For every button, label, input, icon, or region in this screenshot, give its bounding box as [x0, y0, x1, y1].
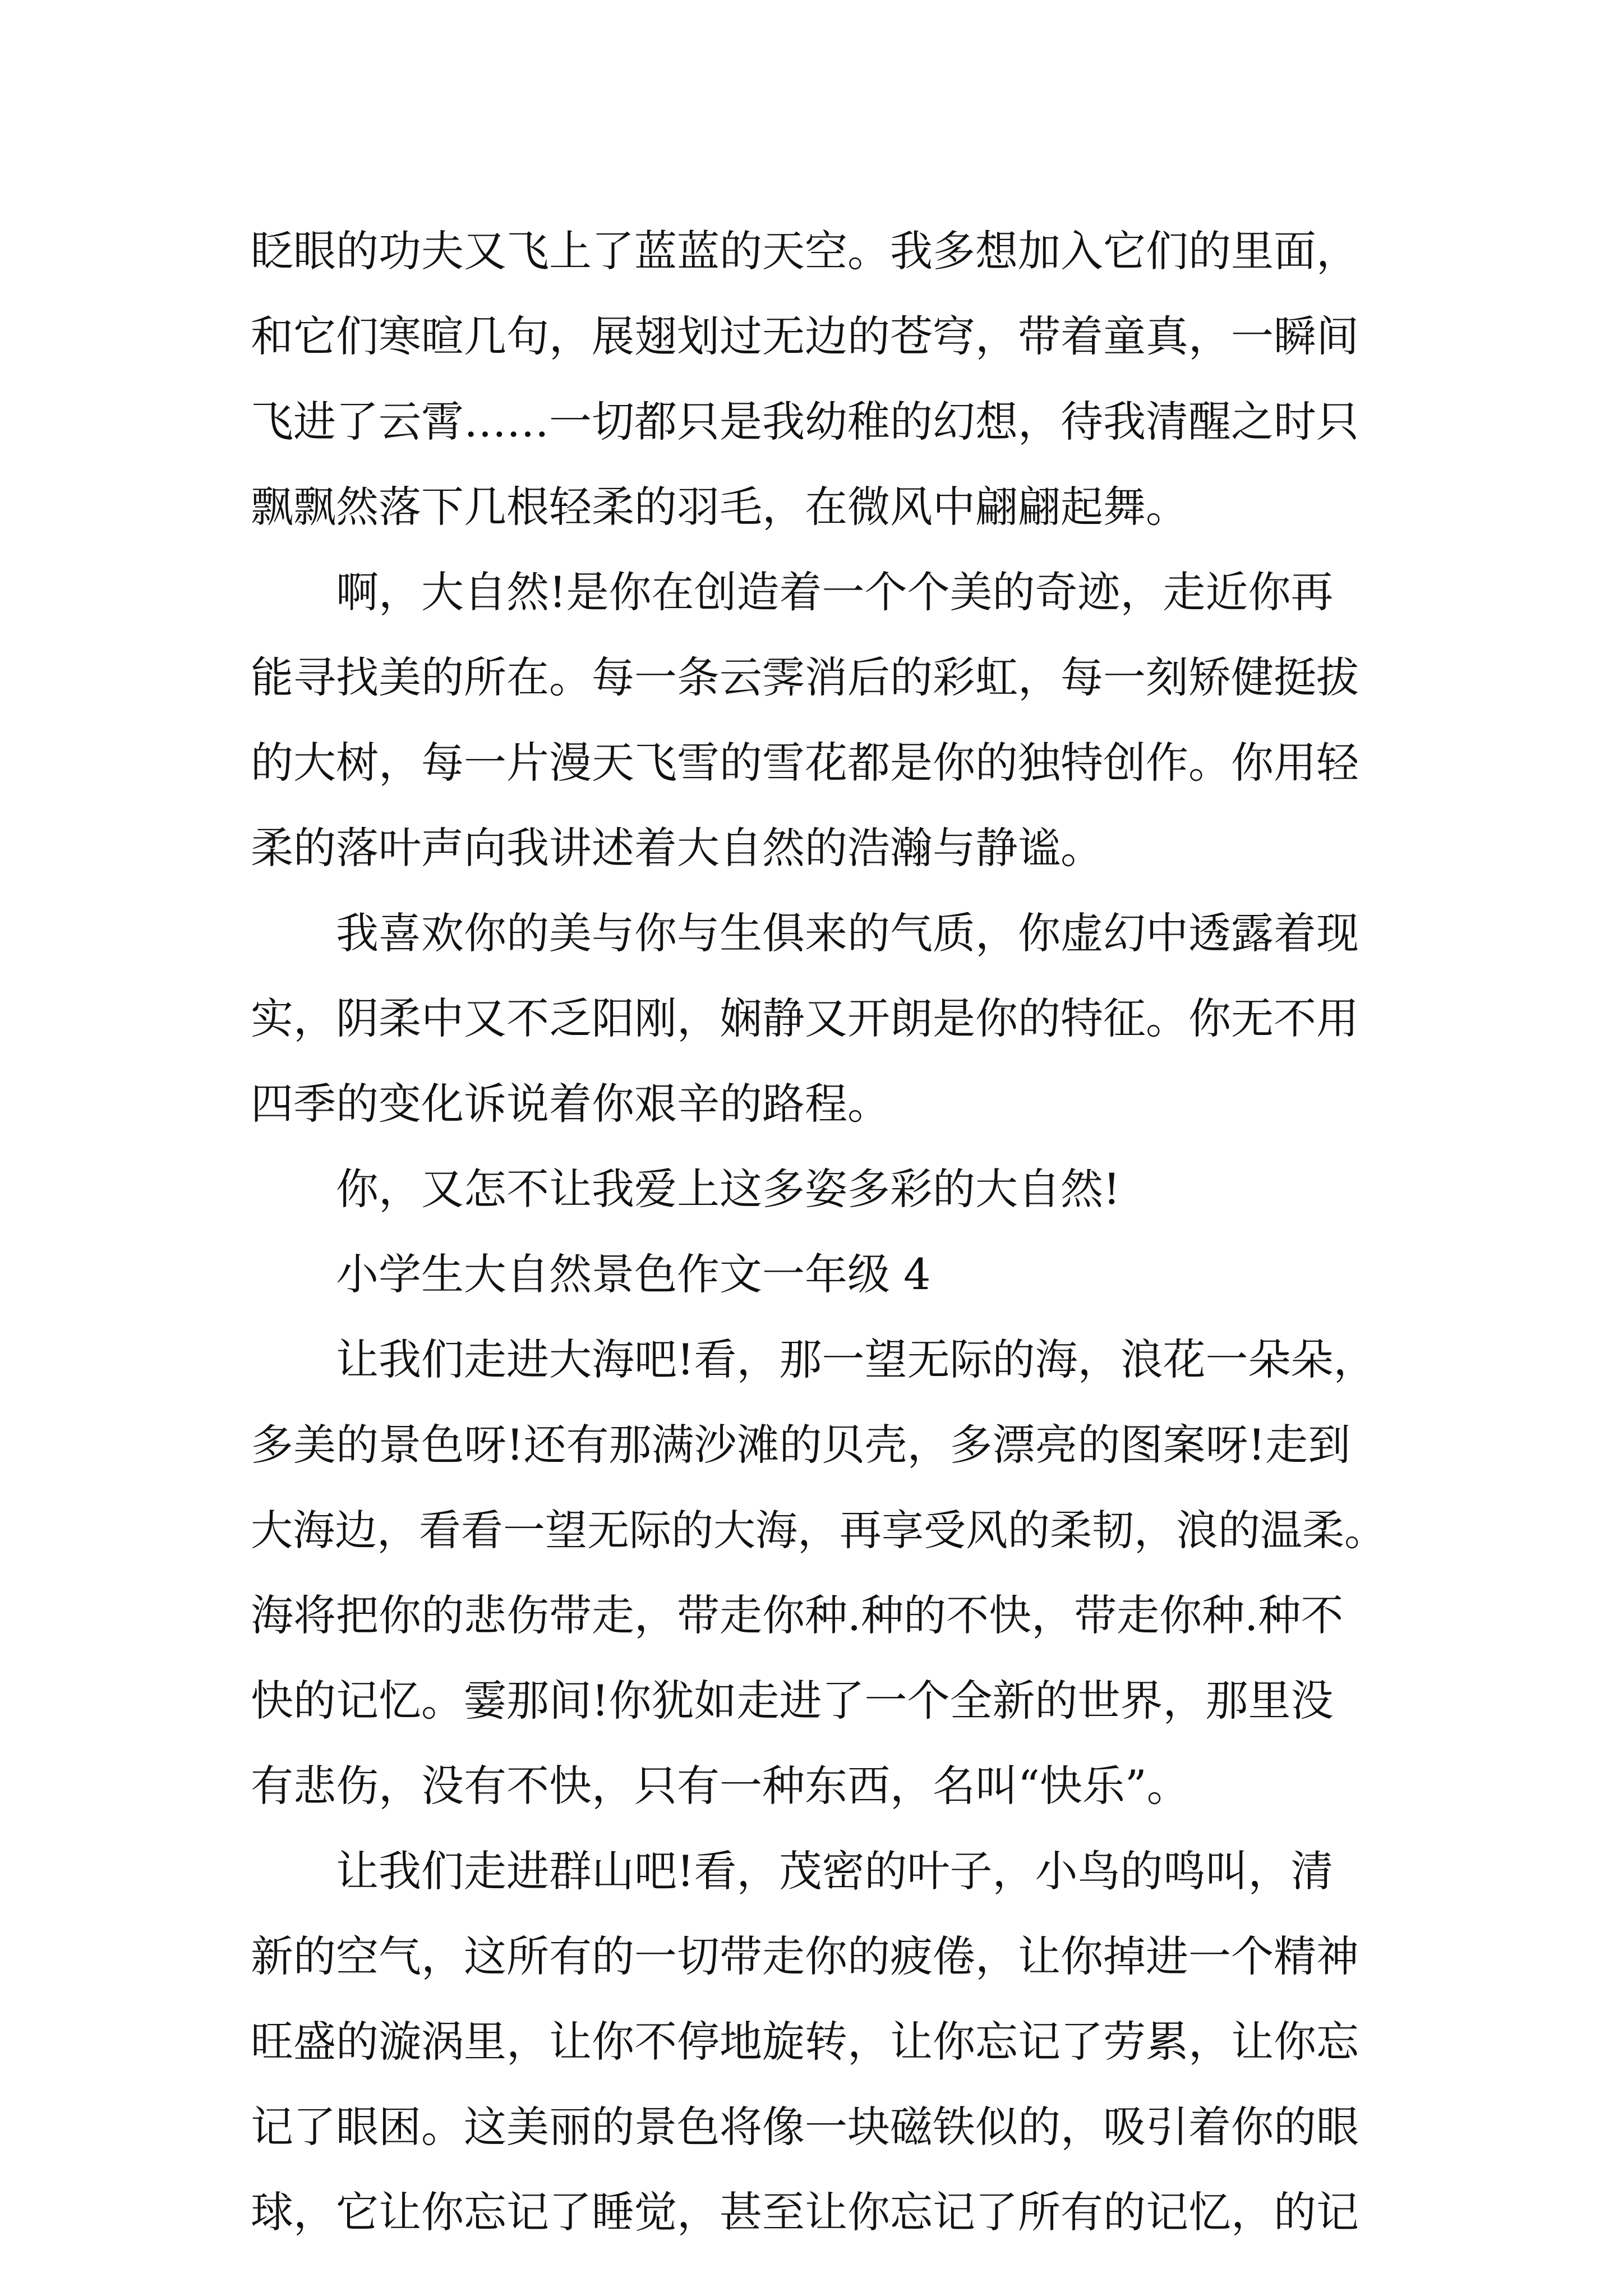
text-line: 实，阴柔中又不乏阳刚，娴静又开朗是你的特征。你无不用: [251, 993, 1359, 1043]
text-line: 飞进了云霄……一切都只是我幼稚的幻想，待我清醒之时只: [251, 397, 1359, 447]
document-body: [251, 209, 1395, 2255]
text-line: 快的记忆。霎那间!你犹如走进了一个全新的世界，那里没: [251, 1676, 1334, 1726]
text-line: 新的空气，这所有的一切带走你的疲倦，让你掉进一个精神: [251, 1931, 1359, 1981]
text-line: 记了眼困。这美丽的景色将像一块磁铁似的，吸引着你的眼: [251, 2102, 1359, 2152]
text-line: 和它们寒暄几句，展翅划过无边的苍穹，带着童真，一瞬间: [251, 311, 1359, 361]
text-line: 能寻找美的所在。每一条云霁消后的彩虹，每一刻矫健挺拔: [251, 652, 1359, 702]
text-line: 旺盛的漩涡里，让你不停地旋转，让你忘记了劳累，让你忘: [251, 2017, 1359, 2067]
text-line: 的大树，每一片漫天飞雪的雪花都是你的独特创作。你用轻: [251, 738, 1359, 788]
text-line: 你，又怎不让我爱上这多姿多彩的大自然!: [336, 1164, 1121, 1214]
text-line: 四季的变化诉说着你艰辛的路程。: [251, 1079, 890, 1129]
text-line: 啊，大自然!是你在创造着一个个美的奇迹，走近你再: [336, 567, 1334, 617]
text-line: 海将把你的悲伤带走，带走你种.种的不快，带走你种.种不: [251, 1590, 1344, 1640]
text-line: 眨眼的功夫又飞上了蓝蓝的天空。我多想加入它们的里面，: [251, 226, 1359, 276]
text-line: 柔的落叶声向我讲述着大自然的浩瀚与静谧。: [251, 823, 1103, 873]
text-line: 大海边，看看一望无际的大海，再享受风的柔韧，浪的温柔。: [251, 1506, 1387, 1555]
text-line: 让我们走进群山吧!看，茂密的叶子，小鸟的鸣叫，清: [336, 1846, 1334, 1896]
text-line: 多美的景色呀!还有那满沙滩的贝壳，多漂亮的图案呀!走到: [251, 1420, 1351, 1470]
text-line: 飘飘然落下几根轻柔的羽毛，在微风中翩翩起舞。: [251, 482, 1188, 532]
text-line: 球，它让你忘记了睡觉，甚至让你忘记了所有的记忆，的记: [251, 2187, 1359, 2237]
text-line: 让我们走进大海吧!看，那一望无际的海，浪花一朵朵，: [336, 1335, 1376, 1384]
section-heading: 小学生大自然景色作文一年级 4: [336, 1249, 931, 1299]
text-line: 我喜欢你的美与你与生俱来的气质，你虚幻中透露着现: [336, 908, 1359, 958]
text-line: 有悲伤，没有不快，只有一种东西，名叫“快乐”。: [251, 1761, 1189, 1811]
